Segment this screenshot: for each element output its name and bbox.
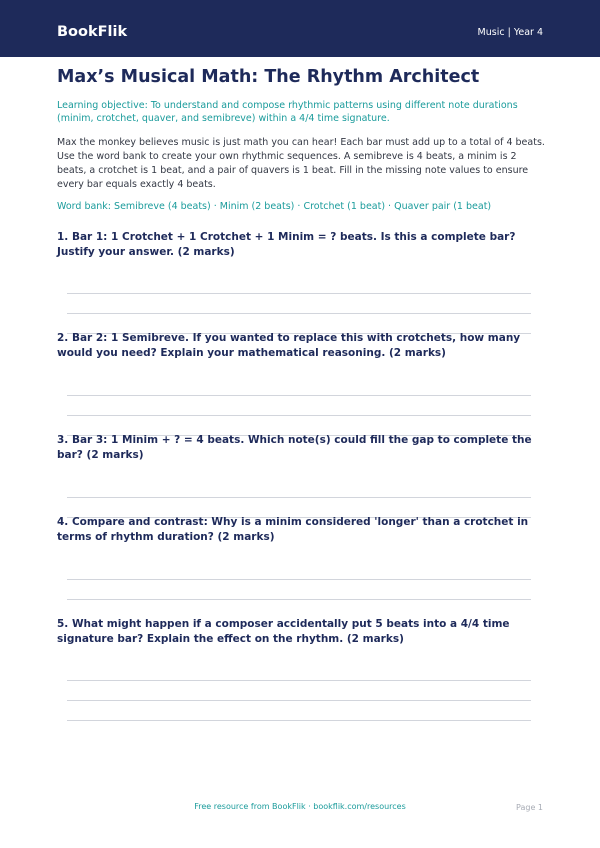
answer-line[interactable] bbox=[67, 497, 531, 498]
answer-line[interactable] bbox=[67, 415, 531, 416]
question-3: 3. Bar 3: 1 Minim + ? = 4 beats. Which note(s) could fill the gap to complete the bar? (2 marks) bbox=[57, 434, 532, 461]
learning-objective: Learning objective: To understand and compose rhythmic patterns using different note durations (minim, crotchet, quaver, and semibreve) within a 4/4 time signature. bbox=[57, 100, 518, 124]
brand-logo: BookFlik bbox=[57, 24, 128, 40]
question-5: 5. What might happen if a composer accidentally put 5 beats into a 4/4 time signature bar? Explain the effect on the rhythm. (2 marks) bbox=[57, 618, 510, 645]
subject-year-label: Music | Year 4 bbox=[477, 27, 543, 38]
question-2: 2. Bar 2: 1 Semibreve. If you wanted to replace this with crotchets, how many would you need? Explain your mathematical reasoning. (2 marks) bbox=[57, 332, 521, 359]
word-bank: Word bank: Semibreve (4 beats) · Minim (2 beats) · Crotchet (1 beat) · Quaver pair (1 beat) bbox=[57, 201, 492, 212]
answer-line[interactable] bbox=[67, 395, 531, 396]
question-1: 1. Bar 1: 1 Crotchet + 1 Crotchet + 1 Minim = ? beats. Is this a complete bar? Justify your answer. (2 marks) bbox=[57, 231, 516, 258]
question-4: 4. Compare and contrast: Why is a minim considered 'longer' than a crotchet in terms of rhythm duration? (2 marks) bbox=[57, 516, 529, 543]
answer-line[interactable] bbox=[67, 700, 531, 701]
answer-line[interactable] bbox=[67, 313, 531, 314]
answer-line[interactable] bbox=[67, 579, 531, 580]
answer-line[interactable] bbox=[67, 720, 531, 721]
answer-line[interactable] bbox=[67, 680, 531, 681]
page-number: Page 1 bbox=[516, 803, 543, 812]
page-header bbox=[0, 0, 600, 57]
footer-resource-link[interactable]: Free resource from BookFlik · bookflik.com/resources bbox=[194, 802, 406, 811]
page-title: Max’s Musical Math: The Rhythm Architect bbox=[57, 67, 480, 87]
answer-line[interactable] bbox=[67, 293, 531, 294]
answer-line[interactable] bbox=[67, 599, 531, 600]
intro-paragraph: Max the monkey believes music is just math you can hear! Each bar must add up to a total of 4 beats. Use the word bank to create your own rhythmic sequences. A semibreve is 4 beats, a minim is 2 beats, a crotchet is 1 beat, and a pair of quavers is 1 beat. Fill in the missing note values to ensure every bar equals exactly 4 beats. bbox=[57, 137, 545, 190]
